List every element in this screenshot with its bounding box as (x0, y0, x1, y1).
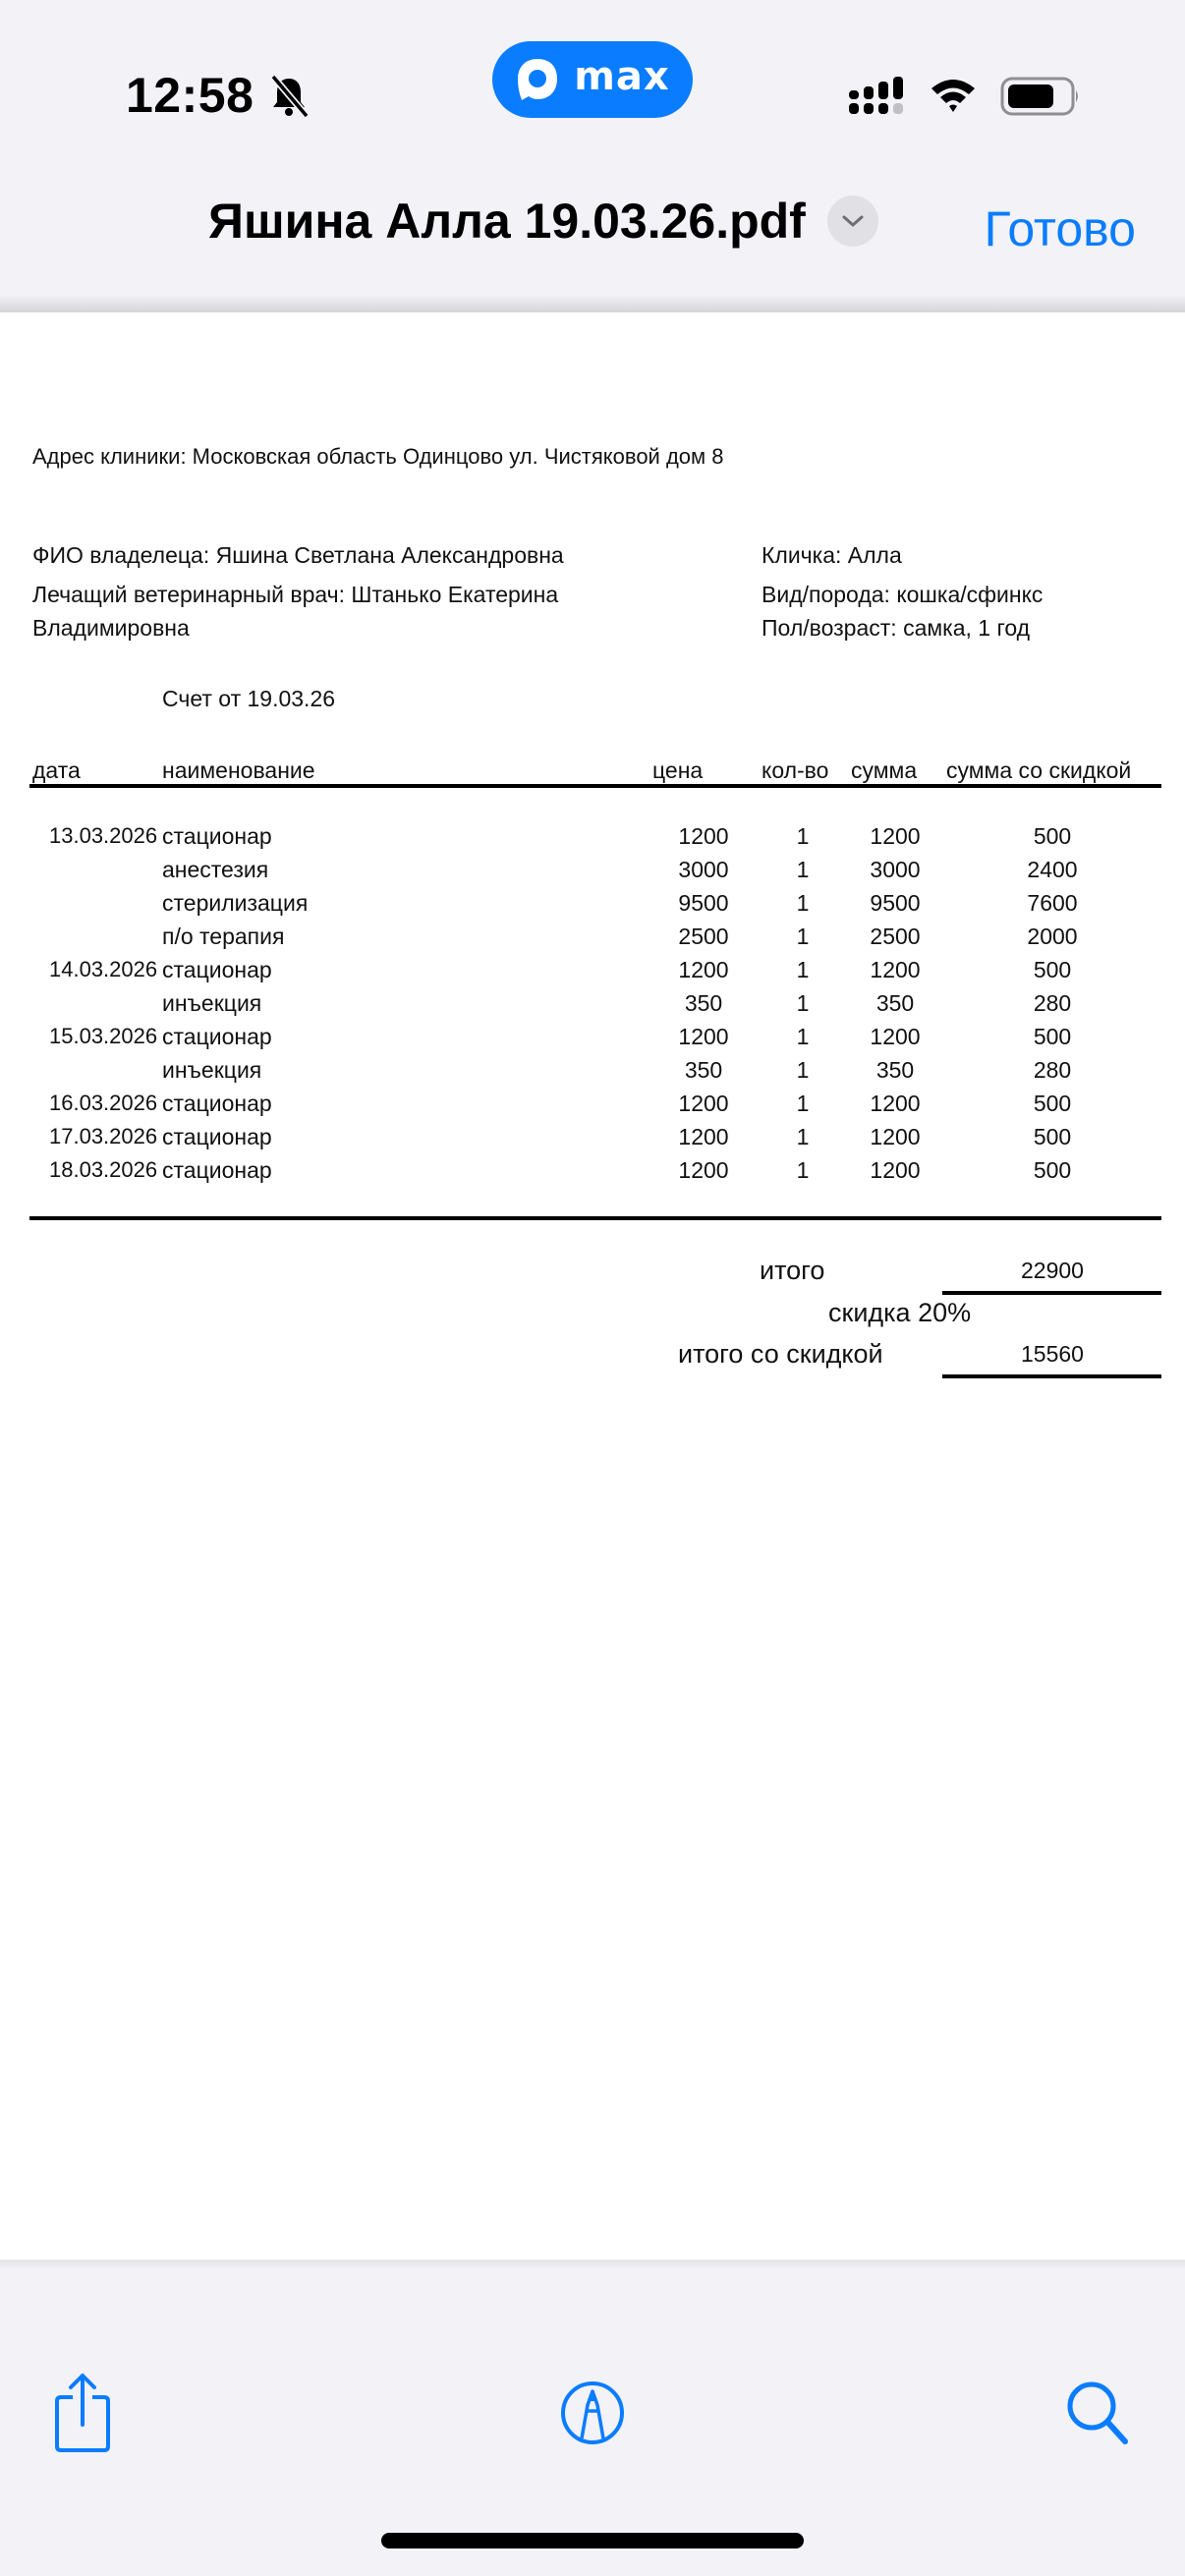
title-options-button[interactable] (827, 196, 878, 247)
row-date: 17.03.2026 (49, 1124, 158, 1148)
max-label: max (574, 54, 670, 99)
row-sum: 1200 (870, 823, 921, 849)
cellular-signal-icon (849, 77, 906, 116)
row-name: стерилизация (162, 890, 309, 916)
chevron-down-icon (841, 214, 865, 228)
pet-sex-age: Пол/возраст: самка, 1 год (762, 615, 1031, 641)
pet-name: Кличка: Алла (762, 542, 902, 568)
row-name: анестезия (162, 857, 269, 882)
row-price: 1200 (678, 957, 729, 982)
header-name: наименование (162, 757, 315, 783)
table-bottom-rule (29, 1216, 1161, 1220)
pdf-page[interactable] (0, 312, 1185, 2260)
nav-divider (0, 295, 1185, 312)
row-discounted: 500 (1033, 823, 1072, 849)
row-date: 13.03.2026 (49, 823, 158, 848)
row-sum: 350 (875, 990, 915, 1016)
row-discounted: 500 (1033, 1024, 1072, 1049)
row-name: стационар (162, 1157, 272, 1183)
row-discounted: 500 (1033, 1157, 1072, 1183)
max-logo-icon (515, 56, 560, 103)
row-price: 1200 (678, 1124, 729, 1149)
row-name: стационар (162, 1024, 272, 1049)
row-qty: 1 (796, 1157, 810, 1183)
row-sum: 350 (875, 1057, 915, 1083)
bell-slash-icon (267, 73, 310, 120)
row-sum: 1200 (870, 1091, 921, 1116)
battery-icon (1000, 77, 1081, 116)
row-name: стационар (162, 1124, 272, 1149)
row-qty: 1 (796, 823, 810, 849)
row-price: 350 (684, 990, 723, 1016)
total-underline (942, 1291, 1161, 1295)
search-icon[interactable] (1065, 2380, 1130, 2446)
row-name: инъекция (162, 990, 262, 1016)
row-qty: 1 (796, 1024, 810, 1049)
pet-species: Вид/порода: кошка/сфинкс (762, 582, 1044, 607)
header-date: дата (32, 757, 81, 783)
clinic-address: Адрес клиники: Московская область Одинцово ул. Чистяковой дом 8 (32, 444, 724, 469)
row-name: п/о терапия (162, 924, 285, 949)
row-qty: 1 (796, 957, 810, 982)
row-price: 9500 (678, 890, 729, 916)
row-discounted: 2400 (1027, 857, 1078, 882)
max-app-pill[interactable] (492, 41, 693, 118)
discounted-total-value: 15560 (1021, 1341, 1084, 1367)
row-date: 16.03.2026 (49, 1091, 158, 1115)
row-qty: 1 (796, 924, 810, 949)
done-button[interactable]: Готово (984, 201, 1136, 256)
row-price: 350 (684, 1057, 723, 1083)
row-price: 2500 (678, 924, 729, 949)
header-discounted: сумма со скидкой (946, 757, 1132, 783)
header-qty: кол-во (762, 757, 829, 783)
row-price: 1200 (678, 1091, 729, 1116)
row-sum: 9500 (870, 890, 921, 916)
wifi-icon (930, 77, 977, 114)
row-price: 1200 (678, 1157, 729, 1183)
row-name: стационар (162, 823, 272, 849)
doctor-name-line2: Владимировна (32, 615, 190, 641)
row-name: стационар (162, 957, 272, 982)
document-title-menu[interactable] (208, 193, 878, 250)
row-qty: 1 (796, 1091, 810, 1116)
row-discounted: 500 (1033, 1124, 1072, 1149)
document-title: Яшина Алла 19.03.26.pdf (208, 194, 806, 249)
row-qty: 1 (796, 1057, 810, 1083)
row-discounted: 2000 (1027, 924, 1078, 949)
row-name: инъекция (162, 1057, 262, 1083)
row-discounted: 500 (1033, 1091, 1072, 1116)
row-discounted: 280 (1033, 990, 1072, 1016)
row-sum: 1200 (870, 1024, 921, 1049)
row-qty: 1 (796, 890, 810, 916)
share-icon[interactable] (53, 2372, 112, 2454)
header-price: цена (652, 757, 704, 783)
row-sum: 1200 (870, 1157, 921, 1183)
row-qty: 1 (796, 857, 810, 882)
row-price: 1200 (678, 823, 729, 849)
row-discounted: 7600 (1027, 890, 1078, 916)
row-name: стационар (162, 1091, 272, 1116)
toolbar-divider (0, 2260, 1185, 2269)
doctor-name-line1: Лечащий ветеринарный врач: Штанько Екатерина (32, 582, 559, 607)
invoice-title: Счет от 19.03.26 (162, 686, 336, 711)
total-value: 22900 (1021, 1258, 1084, 1283)
row-price: 1200 (678, 1024, 729, 1049)
home-indicator[interactable] (381, 2533, 804, 2548)
total-label: итого (760, 1256, 825, 1285)
discount-label: скидка 20% (828, 1298, 972, 1327)
row-sum: 3000 (870, 857, 921, 882)
row-qty: 1 (796, 990, 810, 1016)
row-discounted: 500 (1033, 957, 1072, 982)
status-time: 12:58 (126, 68, 254, 123)
row-sum: 1200 (870, 1124, 921, 1149)
markup-pen-icon[interactable] (560, 2380, 625, 2446)
row-discounted: 280 (1033, 1057, 1072, 1083)
row-price: 3000 (678, 857, 729, 882)
header-rule (29, 784, 1161, 788)
row-date: 14.03.2026 (49, 957, 158, 981)
header-sum: сумма (851, 757, 918, 783)
owner-name: ФИО владелеца: Яшина Светлана Александровна (32, 542, 564, 568)
row-sum: 1200 (870, 957, 921, 982)
discounted-total-underline (942, 1374, 1161, 1378)
row-sum: 2500 (870, 924, 921, 949)
row-date: 18.03.2026 (49, 1157, 158, 1182)
row-date: 15.03.2026 (49, 1024, 158, 1048)
row-qty: 1 (796, 1124, 810, 1149)
discounted-total-label: итого со скидкой (678, 1339, 883, 1369)
